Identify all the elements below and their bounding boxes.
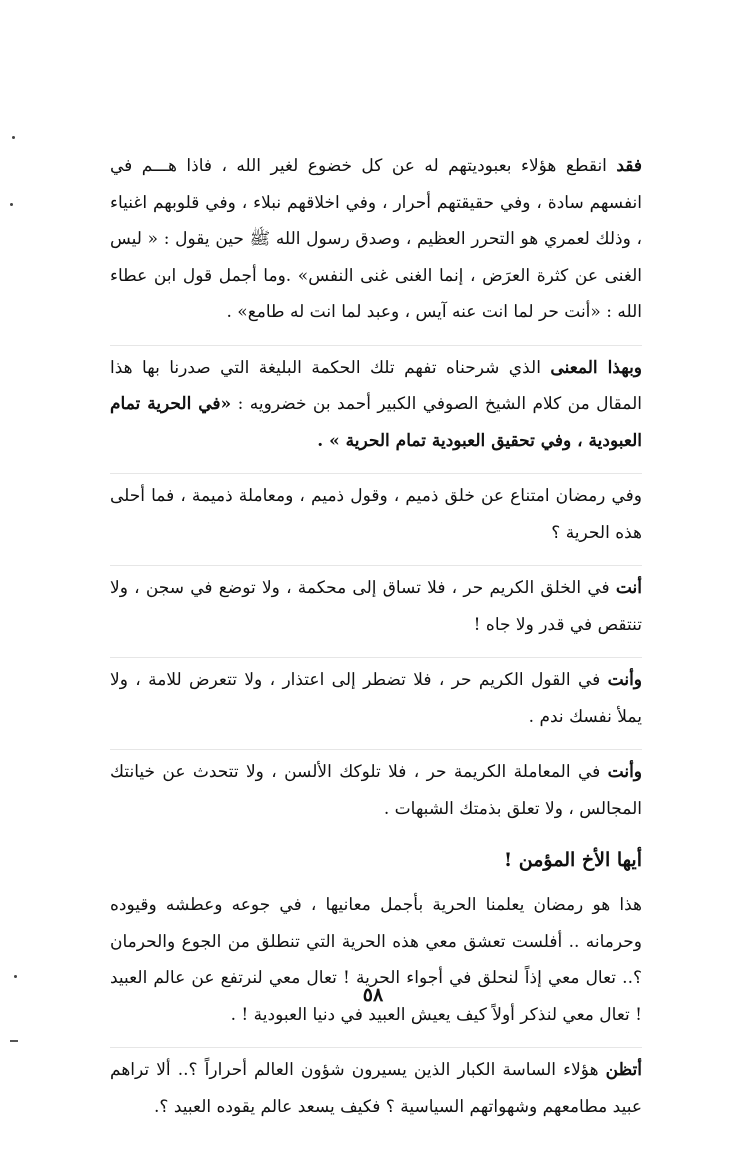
paragraph-text: في المعاملة الكريمة حر ، فلا تلوكك الألسن ، ولا تتحدث عن خيانتك المجالس ، ولا تعلق بذمتك الشبهات . xyxy=(110,762,642,819)
paragraph-text: وفي رمضان امتناع عن خلق ذميم ، وقول ذميم ، ومعاملة ذميمة ، فما أحلى هذه الحرية ؟ xyxy=(110,486,642,543)
paragraph-8 xyxy=(110,1047,642,1125)
paragraph-text: في الخلق الكريم حر ، فلا تساق إلى محكمة ، ولا توضع في سجن ، ولا تنتقص في قدر ولا جاه ! xyxy=(110,578,642,635)
paragraph-text: هؤلاء الساسة الكبار الذين يسيرون شؤون العالم أحراراً ؟.. ألا تراهم عبيد مطامعهم وشهواتهم السياسية ؟ فكيف يسعد عالم يقوده العبيد ؟. xyxy=(110,1060,642,1117)
page-number: ٥٨ xyxy=(362,984,384,1006)
paragraph-text: هذا هو رمضان يعلمنا الحرية بأجمل معانيها ، في جوعه وعطشه وقيوده وحرمانه .. أفلست تعشق معي هذه الحرية التي تنطلق من الجوع والحرمان ؟.. تعال معي إذاً لنحلق في أجواء الحرية ! تعال معي لنرتفع عن عالم العبيد ! تعال معي لنذكر أولاً كيف يعيش العبيد في دنيا العبودية ! . xyxy=(110,895,642,1025)
section-heading: أيها الأخ المؤمن ! xyxy=(503,849,642,871)
paragraph-1 xyxy=(110,148,642,331)
scan-speck xyxy=(14,975,17,978)
paragraph-5 xyxy=(110,657,642,735)
paragraph-lead: أنت xyxy=(615,578,643,598)
scan-speck xyxy=(10,203,13,206)
paragraph-6 xyxy=(110,749,642,827)
paragraph-lead: فقد xyxy=(616,156,643,176)
bold-quote: «في الحرية تمام العبودية ، وفي تحقيق العبودية تمام الحرية » . xyxy=(110,394,642,451)
paragraph-4 xyxy=(110,565,642,643)
paragraph-lead: وأنت xyxy=(607,670,642,690)
paragraph-lead: وبهذا المعنى xyxy=(550,357,643,378)
scan-mark xyxy=(10,1040,18,1042)
paragraph-text: الذي شرحناه تفهم تلك الحكمة البليغة التي صدرنا بها هذا المقال من كلام الشيخ الصوفي الكبير أحمد بن خضرويه : xyxy=(110,357,643,414)
paragraph-text: انقطع هؤلاء بعبوديتهم له عن كل خضوع لغير الله ، فاذا هـــم في انفسهم سادة ، وفي حقيقتهم أحرار ، وفي اخلاقهم نبلاء ، وفي قلوبهم اغنياء ، وذلك لعمري هو التحرر العظيم ، وصدق رسول الله ﷺ حين يقول : « ليس الغنى عن كثرة العرَض ، إنما الغنى غنى النفس» .وما أجمل قول ابن عطاء الله : «أنت حر لما انت عنه آيس ، وعبد لما انت له طامع» . xyxy=(110,156,642,322)
paragraph-7 xyxy=(110,887,642,1033)
paragraph-text: في القول الكريم حر ، فلا تضطر إلى اعتذار ، ولا تتعرض للامة ، ولا يملأ نفسك ندم . xyxy=(110,670,642,727)
paragraph-lead: وأنت xyxy=(607,762,642,782)
scan-speck xyxy=(12,136,15,139)
paragraph-2 xyxy=(110,345,642,460)
paragraph-3 xyxy=(110,473,642,551)
paragraph-lead: أتظن xyxy=(605,1060,643,1080)
